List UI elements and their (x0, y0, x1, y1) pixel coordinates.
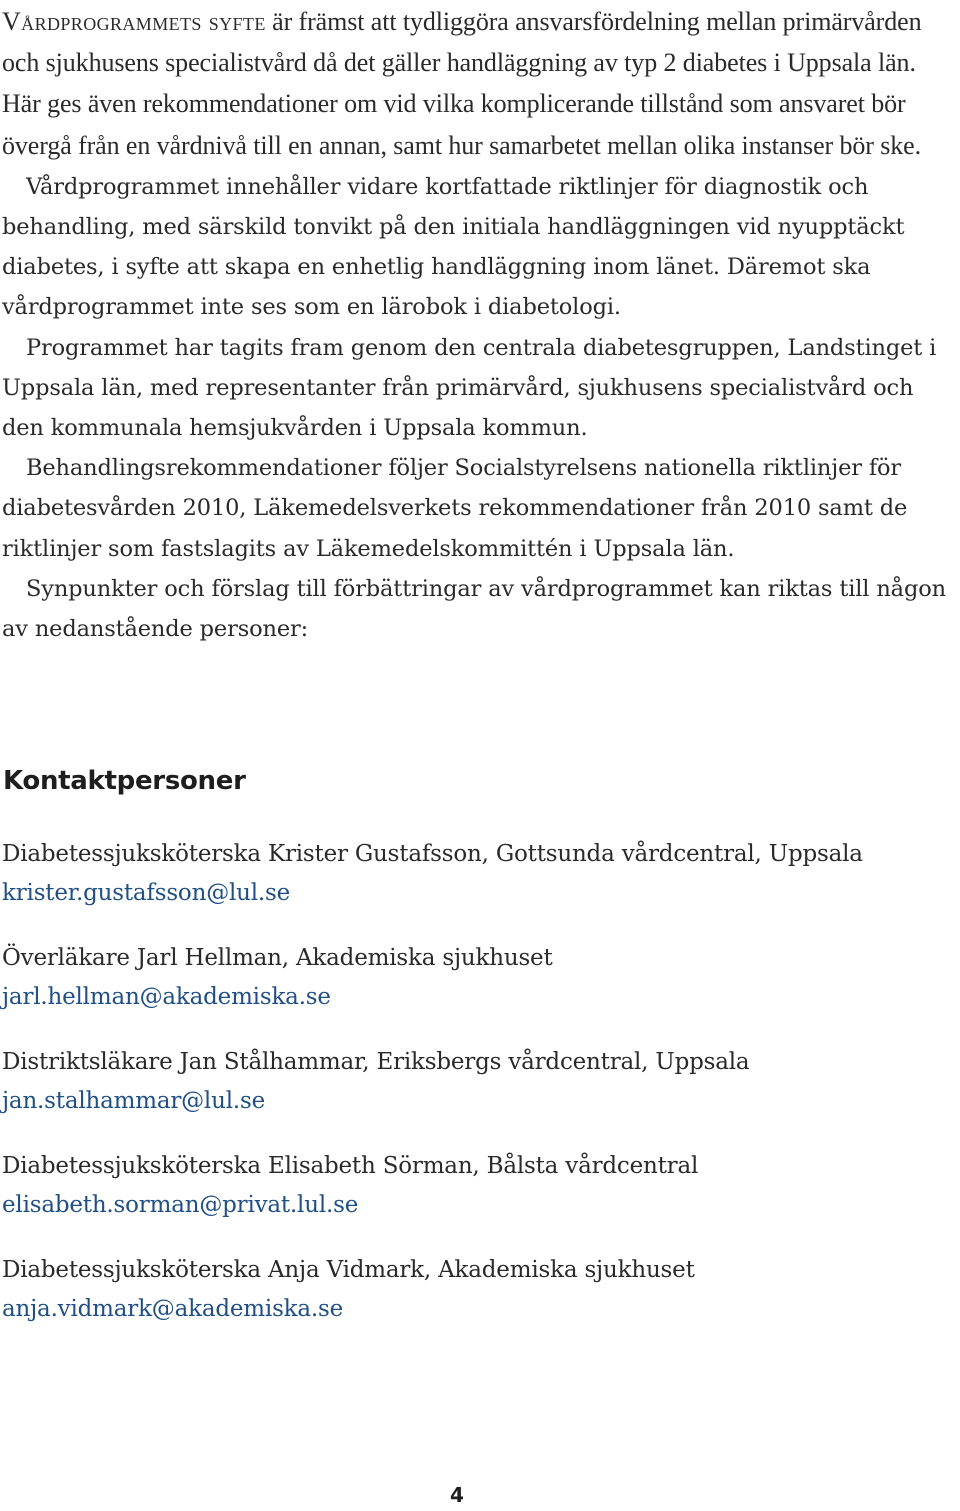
paragraph-1: Vårdprogrammet innehåller vidare kortfattade riktlinjer för diagnostik och behandling, med särskild tonvikt på den initiala handläggningen vid nyupptäckt diabetes, i syfte att skapa en enhetlig handläggning inom länet. Däremot ska vårdprogrammet inte ses som en lärobok i diabetologi. (2, 173, 905, 321)
contact-name: Diabetessjuksköterska Anja Vidmark, Akademiska sjukhuset (2, 1257, 695, 1283)
contact-name: Distriktsläkare Jan Stålhammar, Eriksbergs vårdcentral, Uppsala (2, 1049, 750, 1075)
contact-item (2, 1043, 958, 1121)
lead-rest: är främst att tydliggöra ansvarsfördelning mellan primärvården och sjukhusens specialistvård då det gäller handläggning av typ 2 diabetes i Uppsala län. Här ges även rekommendationer om vid vilka komplicerande tillstånd som ansvaret bör övergå från en vårdnivå till en annan, samt hur samarbetet mellan olika instanser bör ske. (2, 7, 922, 160)
contact-name: Överläkare Jarl Hellman, Akademiska sjukhuset (2, 945, 553, 971)
contacts-heading: Kontaktpersoner (3, 766, 246, 796)
paragraph-4: Synpunkter och förslag till förbättringar av vårdprogrammet kan riktas till någon av nedanstående personer: (2, 575, 946, 643)
contact-item (2, 835, 958, 913)
contact-name: Diabetessjuksköterska Elisabeth Sörman, Bålsta vårdcentral (2, 1153, 699, 1179)
contact-item (2, 939, 958, 1017)
contact-email-link[interactable]: jan.stalhammar@lul.se (2, 1088, 265, 1114)
contact-email-link[interactable]: anja.vidmark@akademiska.se (2, 1296, 344, 1322)
contact-email-link[interactable]: jarl.hellman@akademiska.se (2, 984, 331, 1010)
contact-item (2, 1251, 958, 1329)
contact-name: Diabetessjuksköterska Krister Gustafsson, Gottsunda vårdcentral, Uppsala (2, 841, 863, 867)
body-text (2, 2, 960, 649)
intro-paragraph (2, 2, 960, 167)
contact-email-link[interactable]: elisabeth.sorman@privat.lul.se (2, 1192, 359, 1218)
contacts-list (2, 835, 958, 1355)
lead-caps: Vårdprogrammets syfte (2, 7, 266, 36)
paragraph-3: Behandlingsrekommendationer följer Socialstyrelsens nationella riktlinjer för diabetesvården 2010, Läkemedelsverkets rekommendationer från 2010 samt de riktlinjer som fastslagits av Läkemedelskommittén i Uppsala län. (2, 455, 908, 562)
page-number: 4 (450, 1483, 464, 1507)
paragraph-2: Programmet har tagits fram genom den centrala diabetesgruppen, Landstinget i Uppsala län, med representanter från primärvård, sjukhusens specialistvård och den kommunala hemsjukvården i Uppsala kommun. (2, 334, 937, 442)
contact-item (2, 1147, 958, 1225)
contact-email-link[interactable]: krister.gustafsson@lul.se (2, 880, 291, 906)
